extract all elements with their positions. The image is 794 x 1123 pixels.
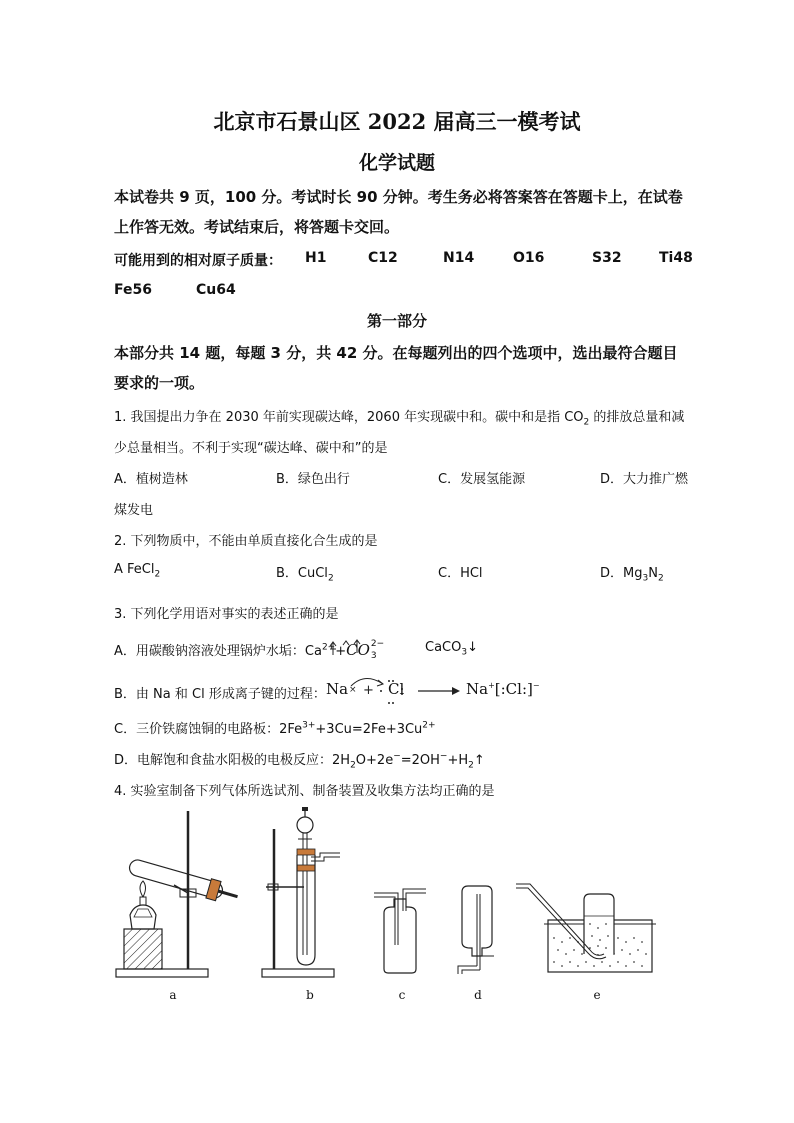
question-3-option-c: C．三价铁腐蚀铜的电路板：$2Fe^{3+}+3Cu=2Fe+3Cu^{2+}$ <box>114 720 436 737</box>
question-2-option-b: B．CuCl$_2$ <box>276 566 334 584</box>
svg-text:+: + <box>363 683 374 698</box>
apparatus-e-water-trough <box>514 880 656 976</box>
part-heading: 第一部分 <box>366 312 427 330</box>
apparatus-d-inverted-bottle <box>452 882 502 974</box>
chlorine-symbol: Cl <box>388 680 405 698</box>
atomic-mass-item: O16 <box>513 250 545 266</box>
apparatus-label-b: b <box>306 988 314 1002</box>
question-1-option-d-wrap: 煤发电 <box>114 503 154 518</box>
ionic-product: Na+[:Cl:]− <box>466 680 540 698</box>
svg-text:×: × <box>349 685 357 695</box>
question-2-option-a: A FeCl$_2$ <box>114 562 161 580</box>
atomic-mass-item: S32 <box>592 250 622 266</box>
apparatus-b-funnel-tube <box>258 805 348 983</box>
question-3-option-a: A．用碳酸钠溶液处理锅炉水垢：$Ca^{2+}+CO$ 2− 3 <box>114 638 385 661</box>
equilibrium-arrow-icon <box>327 637 367 659</box>
question-2-option-d: D．$Mg_3N_2$ <box>600 566 664 584</box>
part-description-line2: 要求的一项。 <box>114 374 205 392</box>
atomic-mass-item: Cu64 <box>196 282 236 298</box>
atomic-mass-item: N14 <box>443 250 475 266</box>
part-description-line1: 本部分共 14 题，每题 3 分，共 42 分。在每题列出的四个选项中，选出最符合题目 <box>114 344 678 362</box>
atomic-mass-item: Ti48 <box>659 250 693 266</box>
question-1-stem: 1. 我国提出力争在 2030 年前实现碳达峰，2060 年实现碳中和。碳中和是指 $CO_2$ 的排放总量和减 <box>114 410 685 428</box>
atomic-mass-item: Fe56 <box>114 282 152 298</box>
question-3-option-a-product: CaCO$_3$↓ <box>425 640 478 658</box>
question-3-option-b: B．由 Na 和 Cl 形成离子键的过程： <box>114 687 326 702</box>
question-1-option-b: B．绿色出行 <box>276 472 350 487</box>
question-2-option-c: C．HCl <box>438 566 483 581</box>
apparatus-label-c: c <box>398 988 406 1002</box>
question-3-option-d: D．电解饱和食盐水阳极的电极反应：$2H_2O+2e^-=2OH^-+H_2↑$ <box>114 751 485 771</box>
page-title: 北京市石景山区 2022 届高三一模考试 <box>213 109 581 134</box>
sodium-symbol: Na <box>326 680 349 698</box>
atomic-mass-item: H1 <box>305 250 327 266</box>
atomic-mass-item: C12 <box>368 250 398 266</box>
apparatus-label-e: e <box>593 988 601 1002</box>
apparatus-a-heating-tube <box>112 805 244 983</box>
question-4-stem: 4. 实验室制备下列气体所选试剂、制备装置及收集方法均正确的是 <box>114 784 495 799</box>
page-subtitle: 化学试题 <box>358 152 435 174</box>
electron-transfer-diagram <box>343 670 423 706</box>
atomic-mass-label: 可能用到的相对原子质量： <box>114 253 282 269</box>
question-1-stem-line2: 少总量相当。不利于实现“碳达峰、碳中和”的是 <box>114 441 388 456</box>
arrow-right-icon <box>416 684 462 698</box>
question-1-option-a: A．植树造林 <box>114 472 188 487</box>
question-3-stem: 3. 下列化学用语对事实的表述正确的是 <box>114 607 339 622</box>
apparatus-label-d: d <box>474 988 482 1002</box>
apparatus-label-a: a <box>169 988 177 1002</box>
question-1-option-c: C．发展氢能源 <box>438 472 526 487</box>
apparatus-c-gas-bottle <box>370 885 430 977</box>
instructions-line2: 上作答无效。考试结束后，将答题卡交回。 <box>114 218 400 236</box>
question-1-option-d: D．大力推广燃 <box>600 472 689 487</box>
question-2-stem: 2. 下列物质中，不能由单质直接化合生成的是 <box>114 534 378 549</box>
instructions-line1: 本试卷共 9 页，100 分。考试时长 90 分钟。考生务必将答案答在答题卡上，在试卷 <box>114 188 683 206</box>
